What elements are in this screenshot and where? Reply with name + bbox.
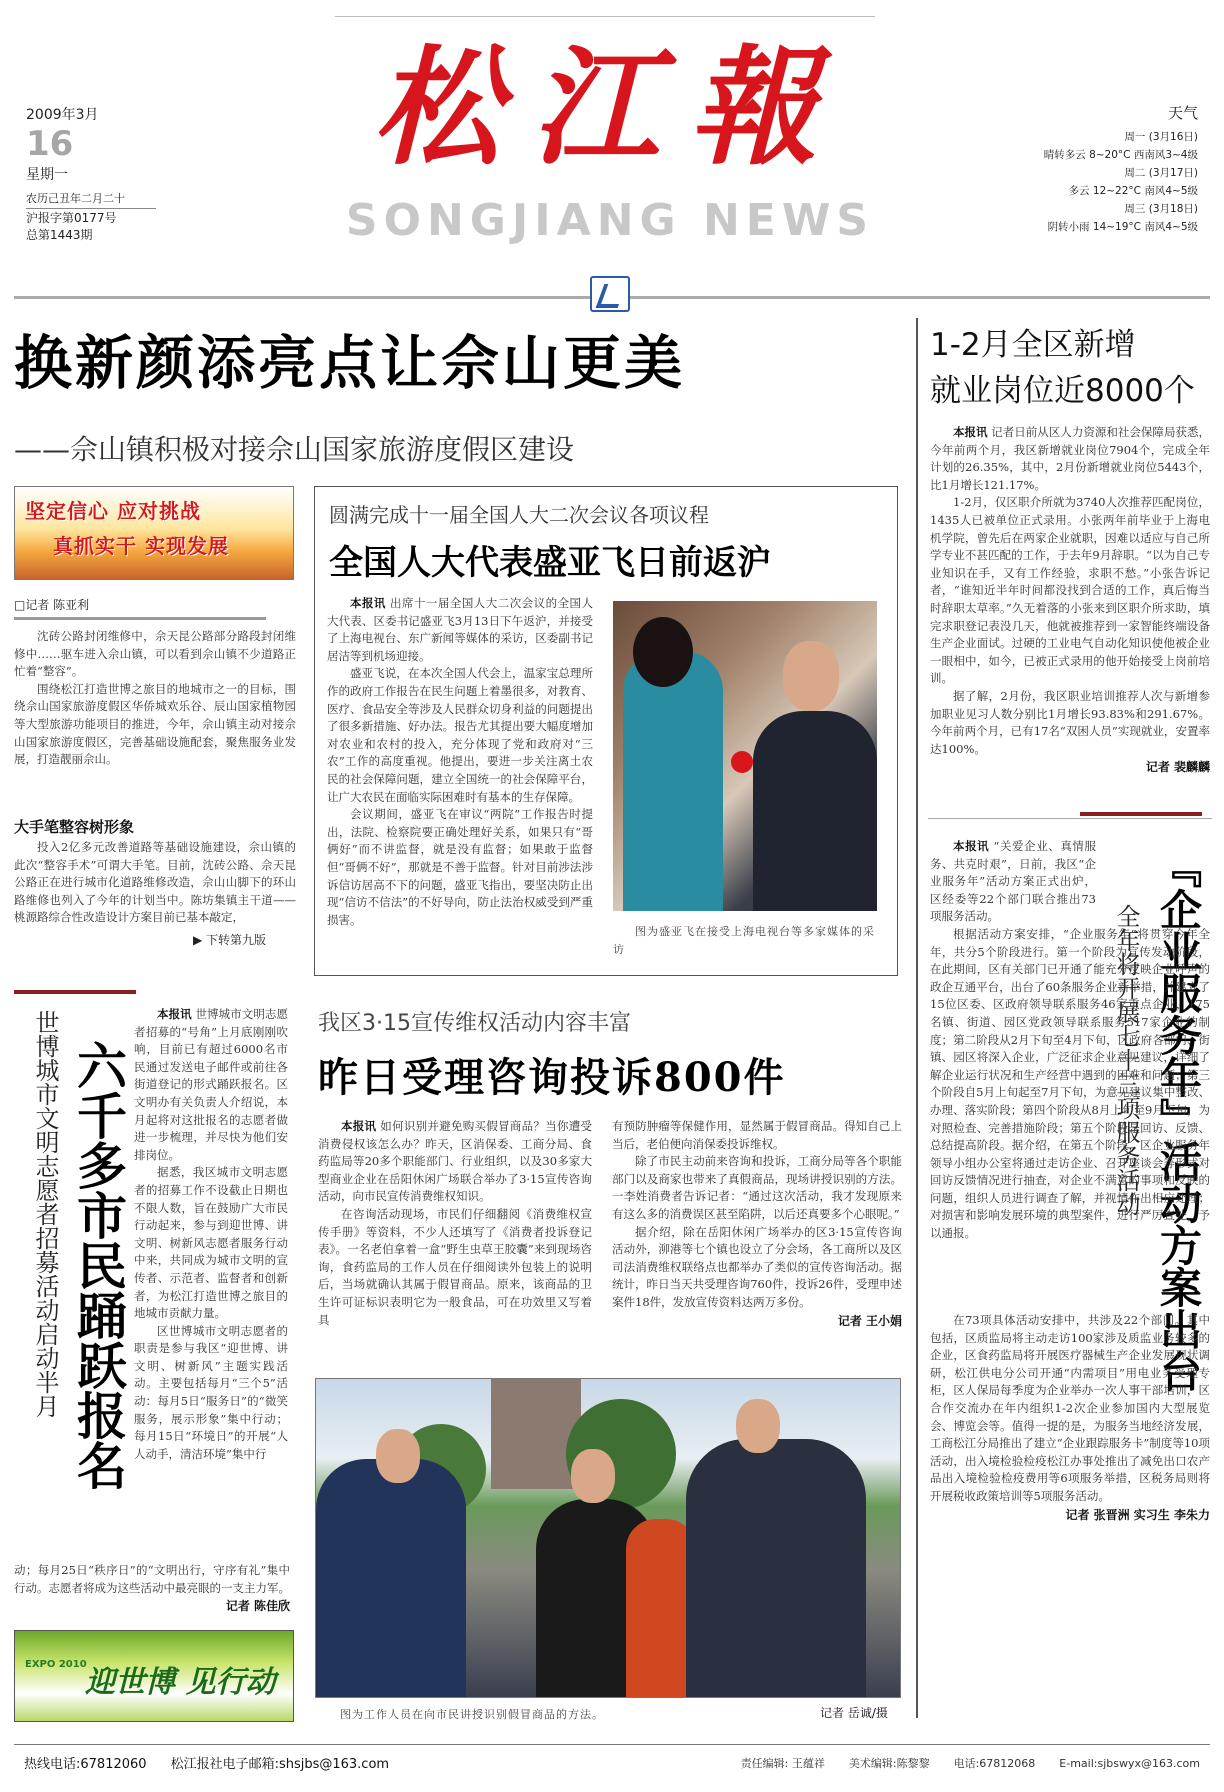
paragraph: 1-2月，仅区职介所就为3740人次推荐匹配岗位，1435人已被单位正式录用。小张两年前毕业于上海电机学院，曾先后在两家企业就职，因难以适应与自己所学专业不甚匹配的工作，于去年9月辞职。“以为自己专业知识在手，又有工作经验，求职不愁。”小张告诉记者，“谁知近半年时间都没找到合适的工作，真后悔当时辞职太草率。”久无着落的小张来到区职介所求助，填完求职登记表没几天，他就被推荐到一家智能终端设备生产企业面试。过硬的工业电气自动化知识使他被企业一眼相中，如今，已被正式录用的他开始接受上岗前培训。 (930, 495, 1210, 686)
accent-rule (14, 990, 136, 994)
face-shape (571, 1449, 615, 1503)
paragraph: 如何识别并避免购买假冒商品？当你遭受消费侵权该怎么办？昨天，区消保委、工商分局、食药监局等20多个职能部门、行业组织，以及30多家大型商业企业在岳阳休闲广场联合举办了3·15宣传咨询活动，向市民宣传消费维权知识。 (318, 1119, 593, 1204)
paragraph: 除了市民主动前来咨询和投诉，工商分局等各个职能部门以及商家也带来了真假商品，现场讲授识别的方法。一李姓消费者告诉记者：“通过这次活动，我才发现原来有这么多的消费误区甚至陷阱，以后还真要多个心眼呢。” (612, 1154, 902, 1221)
weather-forecast: 多云 12~22°C 南风4~5级 (1068, 185, 1198, 197)
editor-phone: 电话:67812068 (953, 1757, 1036, 1770)
art-editor: 美术编辑:陈黎黎 (848, 1757, 930, 1770)
top-rule (335, 16, 875, 17)
lead-reporter: □记者 陈亚利 (14, 596, 266, 620)
expo-banner (14, 1630, 294, 1722)
dateline: 本报讯 (157, 1007, 192, 1021)
issue-number: 总第1443期 (26, 228, 93, 242)
dateline: 本报讯 (350, 596, 386, 610)
section-divider (928, 818, 1212, 819)
weather-day: 周一 (3月16日) (1124, 131, 1198, 143)
consumer-col-1 (318, 1118, 592, 1329)
newsroom-email[interactable]: 松江报社电子邮箱:shsjbs@163.com (170, 1757, 390, 1772)
dateline: 本报讯 (341, 1119, 377, 1133)
dateline: 本报讯 (953, 425, 988, 439)
registration-number: 沪报字第0177号 (26, 211, 117, 225)
paragraph: 投入2亿多元改善道路等基础设施建设，佘山镇的此次“整容手术”可谓大手笔。目前，沈砖公路、佘天昆公路正在进行城市化道路维修改造，佘山山脚下的环山路维修也列入了今年的计划当中。陈坊集镇主干道——桃源路综合性改造设计方案目前已基本敲定， (14, 840, 296, 925)
footer-divider (14, 1744, 1210, 1745)
citizen-figure (686, 1439, 866, 1698)
column-rule (916, 318, 918, 1718)
volunteer-headline: 六千多市民踊跃报名 (69, 1040, 128, 1490)
consumer-col-2 (612, 1118, 902, 1329)
consumer-event-photo (315, 1378, 901, 1698)
consumer-kicker: 我区3·15宣传维权活动内容丰富 (318, 1011, 631, 1036)
jobs-headline-line-2: 就业岗位近8000个 (930, 373, 1195, 409)
hotline: 热线电话:67812060 (24, 1757, 147, 1772)
paragraph: 据了解，2月份，我区职业培训推荐人次与新增参加职业见习人数分别比1月增长93.83%和291.67%。今年前两个月，已有17名“双困人员”实现就业，安置率达100%。 (930, 688, 1210, 756)
footer-contact (24, 1753, 389, 1772)
paragraph: “关爱企业、真情服务、共克时艰”，日前，我区“企业服务年”活动方案正式出炉，区经委等22个部门联合推出73项服务活动。 (930, 839, 1097, 924)
lead-body (14, 628, 296, 769)
footer-editorial (741, 1755, 1200, 1771)
building-shape (491, 1379, 581, 1489)
service-subhead: 全年将开展七十三项服务活动 (1112, 904, 1140, 1216)
face-shape (376, 1429, 420, 1483)
paragraph: 会议期间，盛亚飞在审议“两院”工作报告时提出，法院、检察院要正确处理好关系，如果只有“哥俩好”而不讲监督，就是没有监督；如果敢于监督但“哥俩不好”，那就是不善于监督。针对目前涉法涉诉信访居高不下的问题，盛亚飞指出，要坚决防止出现“信访不信法”的不好导向，防止法治权威受到严重损害。 (327, 807, 593, 927)
jobs-headline-line-1: 1-2月全区新增 (930, 327, 1136, 363)
date-weekday: 星期一 (26, 167, 68, 183)
date-year-month: 2009年3月 (26, 107, 99, 123)
paragraph: 据介绍，除在岳阳休闲广场举办的区3·15宣传咨询活动外，泖港等七个镇也设立了分会场，各工商所以及区司法消费维权联络点也都举办了类似的宣传咨询活动。据统计，昨日当天共受理咨询760件，投诉26件，受理申述案件18件，发放宣传资料达两万多份。 (612, 1224, 902, 1309)
masthead-title: 松江報 (372, 33, 847, 183)
lead-subhead: ——佘山镇积极对接佘山国家旅游度假区建设 (14, 433, 575, 466)
subsection-title: 大手笔整容树形象 (14, 818, 135, 836)
microphone-icon (731, 751, 753, 773)
date-block (26, 104, 166, 243)
expo-logo-icon: EXPO 2010 (25, 1659, 87, 1670)
lead-subsection (14, 816, 296, 948)
npc-kicker: 圆满完成十一届全国人大二次会议各项议程 (329, 503, 709, 527)
officer-figure (316, 1459, 466, 1698)
npc-story-box (314, 486, 898, 976)
accent-rule (1080, 812, 1202, 816)
responsible-editor: 责任编辑: 王蕴祥 (740, 1757, 825, 1770)
service-byline: 记者 张晋洲 实习生 李朱力 (1065, 1507, 1210, 1522)
service-body-bottom (930, 1312, 1210, 1523)
jobs-body (930, 424, 1210, 775)
consumer-byline: 记者 王小娟 (837, 1313, 902, 1328)
volunteer-body-top (134, 1006, 288, 1463)
npc-body (327, 595, 593, 929)
volunteer-subhead: 世博城市文明志愿者招募活动启动半月 (31, 1010, 59, 1418)
masthead-english-title: SONGJIANG NEWS (345, 195, 875, 246)
weather-forecast: 晴转多云 8~20°C 西南风3~4级 (1043, 149, 1198, 161)
newspaper-logo-icon (590, 276, 630, 312)
weather-box (898, 104, 1198, 236)
continue-link[interactable]: ▶ 下转第九版 (192, 932, 266, 947)
consumer-headline: 昨日受理咨询投诉800件 (318, 1054, 786, 1101)
face-shape (736, 1399, 780, 1453)
reporter-figure (623, 651, 723, 911)
npc-photo-caption: 图为盛亚飞在接受上海电视台等多家媒体的采访 (613, 925, 875, 956)
paragraph: 记者日前从区人力资源和社会保障局获悉，今年前两个月，我区新增就业岗位7904个，完成全年计划的26.35%，其中，2月份新增就业岗位5443个，比1月增长121.17%。 (930, 425, 1210, 492)
promo-banner (14, 486, 294, 580)
volunteer-byline: 记者 陈佳欣 (225, 1599, 290, 1614)
paragraph: 沈砖公路封闭维修中，佘天昆公路部分路段封闭维修中……驱车进入佘山镇，可以看到佘山镇不少道路正忙着“整容”。 (14, 629, 296, 679)
weather-title: 天气 (1167, 104, 1198, 122)
lead-headline: 换新颜添亮点让佘山更美 (14, 329, 686, 397)
editor-email[interactable]: E-mail:sjbswyx@163.com (1059, 1757, 1200, 1770)
date-lunar: 农历己丑年二月二十 (26, 190, 156, 209)
paragraph: 根据活动方案安排，“企业服务年”将贯穿今年全年，共分5个阶段进行。第一个阶段为宣传发动阶段，在此期间，区有关部门已开通了能充分反映企业呼声的政企互通平台，出台了60条服务企业新举措，并建立了15位区委、区政府领导联系服务46家重点企业，175名镇、街道、园区党政领导联系服务517家企业的制度；第二阶段从2月下旬至4月下旬，区政府各部门、街镇、园区将深入企业，广泛征求企业意见建议，详细了解企业运行状况和生产经营中遇到的困难和问题；第三个阶段自5月上旬起至7月下旬，为意见建议集中整改、办理、落实阶段；第四个阶段从8月上旬至9月下旬，为对照检查、完善措施阶段；第五个阶段是回访、反馈、总结提高阶段。据介绍，在第五个阶段，区企业服务年领导小组办公室将通过走访企业、召开座谈会等形式对回访反馈情况进行抽查，对企业不满意的事项和反映的问题，组织人员进行调查了解，并视情作出相应处理；对损害和影响发展环境的典型案件，进行严厉查处，予以通报。 (930, 926, 1210, 1241)
consumer-photo-caption: 图为工作人员在向市民讲授识别假冒商品的方法。 (340, 1708, 604, 1721)
paragraph: 区世博城市文明志愿者的职责是参与我区“迎世博、讲文明、树新风”主题实践活动。主要包括每月“三个5”活动：每月5日“服务日”的“微笑服务，展示形象”集中行动；每月15日“环境日”的开展“人人动手，清洁环境”集中行 (134, 1323, 288, 1461)
date-day: 16 (26, 124, 74, 164)
weather-day: 周三 (3月18日) (1124, 203, 1198, 215)
paragraph: 有预防肿瘤等保健作用，显然属于假冒商品。得知自己上当后，老伯便向消保委投诉维权。 (612, 1119, 902, 1151)
paragraph: 世博城市文明志愿者招募的“号角”上月底刚刚吹响，目前已有超过6000名市民通过发送电子邮件或前往各街道登记的形式踊跃报名。区文明办有关负责人介绍说，本月起将对这批报名的志愿者做进一步梳理，并尽快为他们安排岗位。 (134, 1007, 289, 1162)
paragraph: 据悉，我区城市文明志愿者的招募工作不设截止日期也不限人数，旨在鼓励广大市民行动起来，参与到迎世博、讲文明、树新风志愿者服务行动中来，共同成为城市文明的宣传者、示范者、监督者和创新者，为松江打造世博之旅目的地城市贡献力量。 (134, 1165, 288, 1321)
paragraph: 出席十一届全国人大二次会议的全国人大代表、区委书记盛亚飞3月13日下午返沪，并接受了上海电视台、东广新闻等媒体的采访，区委副书记居洁等到机场迎接。 (327, 596, 594, 663)
paragraph: 在73项具体活动安排中，共涉及22个部门。其中包括，区质监局将主动走访100家涉及质监业务较多的企业，区食药监局将开展医疗器械生产企业发展现状调研，松江供电分公司开通“内需项目”用电业务受理专柜，区人保局每季度为企业举办一次人事干部培训，区合作交流办在年内组织1-2次企业参加国内大型展览会、博览会等。值得一提的是，为服务当地经济发展，工商松江分局推出了建立“企业跟踪服务卡”制度等10项活动，出入境检验检疫松江办事处推出了减免出口农产品出入境检验检疫费用等6项服务举措，区税务局则将开展税收政策培训等5项服务活动。 (930, 1313, 1210, 1503)
paragraph: 动；每月25日“秩序日”的“文明出行，守序有礼”集中行动。志愿者将成为这些活动中最亮眼的一支主力军。 (14, 1563, 290, 1595)
dateline: 本报讯 (953, 839, 990, 853)
npc-headline: 全国人大代表盛亚飞日前返沪 (329, 543, 771, 583)
npc-interview-photo (613, 601, 877, 911)
weather-day: 周二 (3月17日) (1124, 167, 1198, 179)
promo-line-1: 坚定信心 应对挑战 (25, 499, 201, 523)
jobs-headline (930, 322, 1220, 414)
weather-forecast: 阴转小雨 14~19°C 南风4~5级 (1047, 221, 1198, 233)
volunteer-body-bottom (14, 1562, 290, 1614)
paragraph: 围绕松江打造世博之旅目的地城市之一的目标，围绕佘山国家旅游度假区华侨城欢乐谷、辰山国家植物园等大型旅游功能项目的推进，今年，佘山镇主动对接佘山国家旅游度假区，完善基础设施配套，聚焦服务业发展，打造靓丽佘山。 (14, 681, 296, 767)
consumer-photo-credit: 记者 岳诚/摄 (820, 1706, 888, 1720)
jobs-byline: 记者 裴麟麟 (1145, 760, 1210, 775)
service-headline: 『企业服务年』活动方案出台 (1154, 846, 1203, 1392)
interviewee-figure (753, 711, 877, 911)
promo-line-2: 真抓实干 实现发展 (53, 534, 229, 558)
expo-slogan: 迎世博 见行动 (85, 1665, 276, 1700)
paragraph: 盛亚飞说，在本次全国人代会上，温家宝总理所作的政府工作报告在民生问题上着墨很多，对教育、医疗、食品安全等涉及人民群众切身利益的问题提出了很多新措施、好办法。报告尤其提出要大幅度增加对农业和农村的投入，充分体现了党和政府对“三农”工作的高度重视。他提出，要进一步关注离土农民的社会保障问题，建立全国统一的社会保障平台，让广大农民在面临实际困难时有基本的生存保障。 (327, 666, 593, 804)
paragraph: 在咨询活动现场，市民们仔细翻阅《消费维权宣传手册》等资料，不少人还填写了《消费者投诉登记表》。一名老伯拿着一盒“野生虫草王胶囊”来到现场咨询，食药监局的工作人员在仔细阅读外包装上的说明后，当场就确认其属于假冒商品。原来，该商品的卫生许可证标识表明它为一般食品，可在功效里又写着具 (318, 1206, 592, 1327)
